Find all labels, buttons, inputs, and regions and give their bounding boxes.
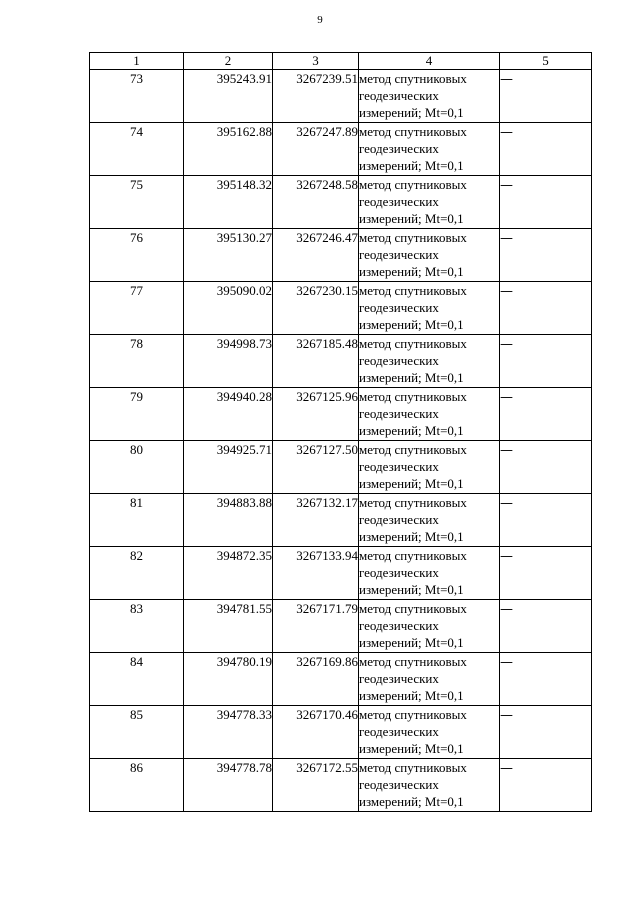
dash-mark: — [500, 496, 513, 511]
method-line: геодезических [359, 141, 439, 156]
method-cell [359, 176, 500, 229]
method-line: геодезических [359, 194, 439, 209]
y-coordinate-cell: 3267170.46 [273, 706, 359, 759]
dash-mark: — [500, 708, 513, 723]
x-coordinate-cell: 394940.28 [184, 388, 273, 441]
method-line: измерений; Mt=0,1 [359, 211, 464, 226]
x-coordinate-cell: 394778.33 [184, 706, 273, 759]
point-number-cell: 76 [90, 229, 184, 282]
method-line: метод спутниковых [359, 336, 467, 351]
dash-mark: — [500, 337, 513, 352]
x-coordinate-cell: 394872.35 [184, 547, 273, 600]
method-line: геодезических [359, 300, 439, 315]
point-number-cell: 85 [90, 706, 184, 759]
point-number-cell: 73 [90, 70, 184, 123]
point-number-cell: 84 [90, 653, 184, 706]
method-line: измерений; Mt=0,1 [359, 635, 464, 650]
method-cell [359, 653, 500, 706]
table-header [90, 53, 592, 70]
method-line: метод спутниковых [359, 707, 467, 722]
method-line: геодезических [359, 88, 439, 103]
x-coordinate-cell: 394998.73 [184, 335, 273, 388]
method-line: измерений; Mt=0,1 [359, 317, 464, 332]
x-coordinate-cell: 395090.02 [184, 282, 273, 335]
note-cell [500, 123, 592, 176]
table-row [90, 759, 592, 812]
table-row [90, 229, 592, 282]
column-header-y: 3 [273, 53, 359, 70]
column-header-note: 5 [500, 53, 592, 70]
dash-mark: — [500, 125, 513, 140]
note-cell [500, 600, 592, 653]
y-coordinate-cell: 3267125.96 [273, 388, 359, 441]
dash-mark: — [500, 602, 513, 617]
x-coordinate-cell: 394778.78 [184, 759, 273, 812]
y-coordinate-cell: 3267239.51 [273, 70, 359, 123]
method-line: метод спутниковых [359, 71, 467, 86]
method-line: измерений; Mt=0,1 [359, 158, 464, 173]
note-cell [500, 388, 592, 441]
dash-mark: — [500, 284, 513, 299]
method-line: метод спутниковых [359, 760, 467, 775]
method-line: геодезических [359, 724, 439, 739]
method-line: измерений; Mt=0,1 [359, 688, 464, 703]
table-row [90, 335, 592, 388]
point-number-cell: 77 [90, 282, 184, 335]
dash-mark: — [500, 72, 513, 87]
table-row [90, 706, 592, 759]
method-line: измерений; Mt=0,1 [359, 529, 464, 544]
x-coordinate-cell: 395130.27 [184, 229, 273, 282]
method-line: измерений; Mt=0,1 [359, 741, 464, 756]
point-number-cell: 82 [90, 547, 184, 600]
column-header-method: 4 [359, 53, 500, 70]
method-line: геодезических [359, 247, 439, 262]
method-line: геодезических [359, 406, 439, 421]
dash-mark: — [500, 178, 513, 193]
method-cell [359, 388, 500, 441]
method-line: измерений; Mt=0,1 [359, 794, 464, 809]
note-cell [500, 547, 592, 600]
column-header-point-number: 1 [90, 53, 184, 70]
point-number-cell: 75 [90, 176, 184, 229]
note-cell [500, 759, 592, 812]
note-cell [500, 706, 592, 759]
point-number-cell: 79 [90, 388, 184, 441]
method-line: метод спутниковых [359, 442, 467, 457]
x-coordinate-cell: 394781.55 [184, 600, 273, 653]
header-row [90, 53, 592, 70]
page-number: 9 [317, 14, 323, 26]
table-row [90, 282, 592, 335]
method-line: измерений; Mt=0,1 [359, 264, 464, 279]
method-line: метод спутниковых [359, 495, 467, 510]
dash-mark: — [500, 443, 513, 458]
point-number-cell: 80 [90, 441, 184, 494]
column-header-x: 2 [184, 53, 273, 70]
x-coordinate-cell: 394780.19 [184, 653, 273, 706]
y-coordinate-cell: 3267127.50 [273, 441, 359, 494]
method-line: геодезических [359, 671, 439, 686]
note-cell [500, 176, 592, 229]
y-coordinate-cell: 3267133.94 [273, 547, 359, 600]
method-line: измерений; Mt=0,1 [359, 582, 464, 597]
method-cell [359, 441, 500, 494]
table-body [90, 70, 592, 812]
method-line: метод спутниковых [359, 124, 467, 139]
method-line: геодезических [359, 777, 439, 792]
x-coordinate-cell: 394925.71 [184, 441, 273, 494]
y-coordinate-cell: 3267247.89 [273, 123, 359, 176]
point-number-cell: 86 [90, 759, 184, 812]
method-line: измерений; Mt=0,1 [359, 105, 464, 120]
y-coordinate-cell: 3267185.48 [273, 335, 359, 388]
note-cell [500, 494, 592, 547]
method-cell [359, 282, 500, 335]
point-number-cell: 83 [90, 600, 184, 653]
dash-mark: — [500, 231, 513, 246]
method-cell [359, 494, 500, 547]
method-line: метод спутниковых [359, 230, 467, 245]
dash-mark: — [500, 761, 513, 776]
note-cell [500, 70, 592, 123]
y-coordinate-cell: 3267248.58 [273, 176, 359, 229]
method-line: метод спутниковых [359, 548, 467, 563]
y-coordinate-cell: 3267169.86 [273, 653, 359, 706]
coordinates-table [89, 52, 592, 812]
method-line: геодезических [359, 565, 439, 580]
method-line: измерений; Mt=0,1 [359, 423, 464, 438]
method-cell [359, 547, 500, 600]
method-line: измерений; Mt=0,1 [359, 370, 464, 385]
point-number-cell: 81 [90, 494, 184, 547]
dash-mark: — [500, 390, 513, 405]
note-cell [500, 335, 592, 388]
note-cell [500, 229, 592, 282]
x-coordinate-cell: 394883.88 [184, 494, 273, 547]
method-cell [359, 123, 500, 176]
table-row [90, 600, 592, 653]
table-row [90, 547, 592, 600]
method-cell [359, 706, 500, 759]
method-line: геодезических [359, 618, 439, 633]
x-coordinate-cell: 395243.91 [184, 70, 273, 123]
table-row [90, 123, 592, 176]
method-cell [359, 759, 500, 812]
x-coordinate-cell: 395162.88 [184, 123, 273, 176]
method-line: геодезических [359, 459, 439, 474]
method-line: геодезических [359, 353, 439, 368]
dash-mark: — [500, 549, 513, 564]
dash-mark: — [500, 655, 513, 670]
method-line: метод спутниковых [359, 177, 467, 192]
note-cell [500, 653, 592, 706]
method-line: метод спутниковых [359, 283, 467, 298]
method-line: измерений; Mt=0,1 [359, 476, 464, 491]
method-cell [359, 335, 500, 388]
y-coordinate-cell: 3267246.47 [273, 229, 359, 282]
point-number-cell: 78 [90, 335, 184, 388]
y-coordinate-cell: 3267132.17 [273, 494, 359, 547]
y-coordinate-cell: 3267172.55 [273, 759, 359, 812]
method-line: геодезических [359, 512, 439, 527]
note-cell [500, 441, 592, 494]
table-row [90, 494, 592, 547]
note-cell [500, 282, 592, 335]
method-line: метод спутниковых [359, 654, 467, 669]
x-coordinate-cell: 395148.32 [184, 176, 273, 229]
point-number-cell: 74 [90, 123, 184, 176]
method-cell [359, 70, 500, 123]
table-row [90, 70, 592, 123]
y-coordinate-cell: 3267171.79 [273, 600, 359, 653]
method-cell [359, 229, 500, 282]
method-line: метод спутниковых [359, 601, 467, 616]
table-row [90, 653, 592, 706]
table-row [90, 388, 592, 441]
y-coordinate-cell: 3267230.15 [273, 282, 359, 335]
table-row [90, 176, 592, 229]
method-line: метод спутниковых [359, 389, 467, 404]
table-row [90, 441, 592, 494]
method-cell [359, 600, 500, 653]
